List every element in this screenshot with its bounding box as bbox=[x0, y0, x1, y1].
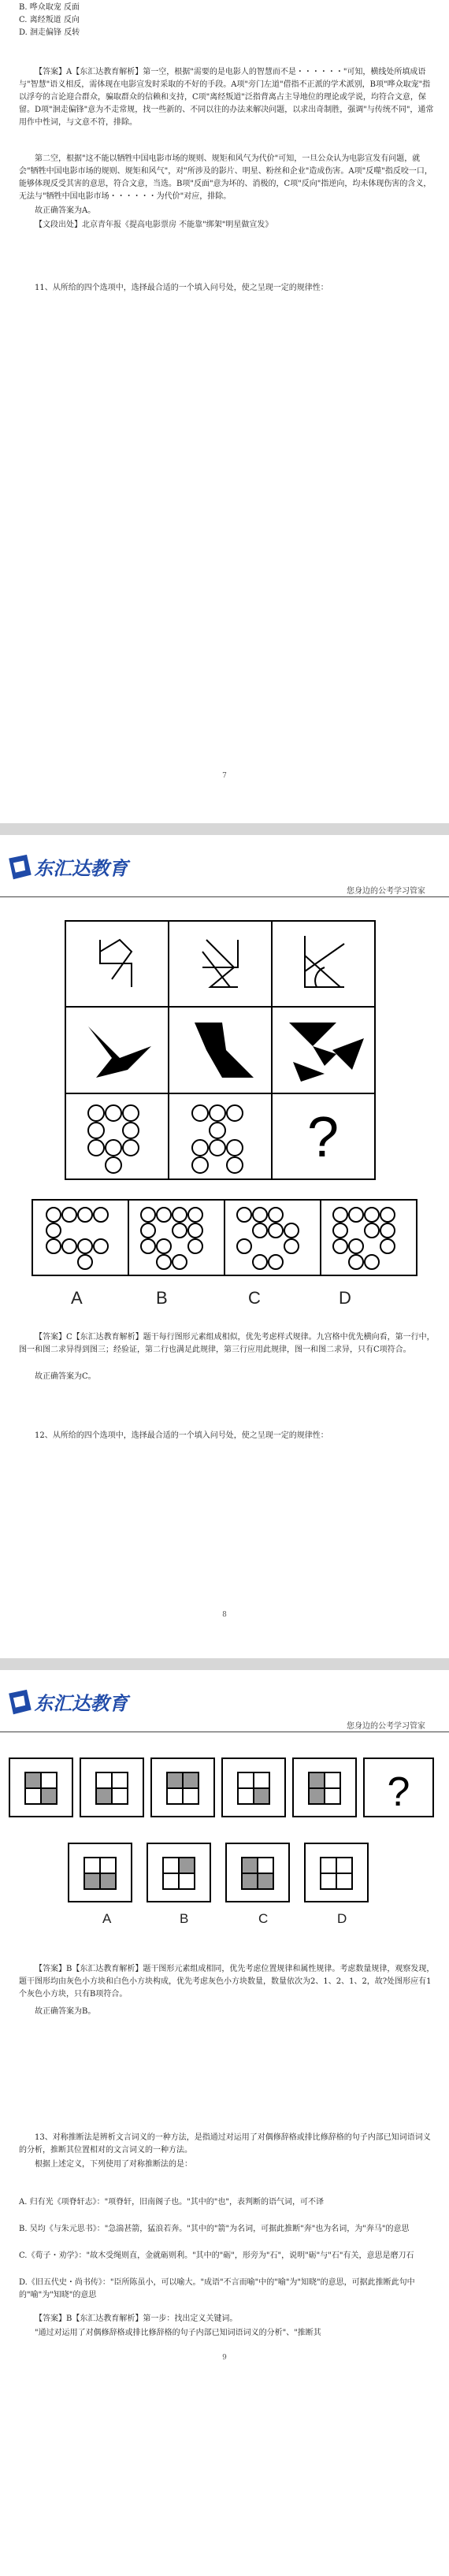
page-number: 9 bbox=[222, 2354, 227, 2362]
option-label-b: B bbox=[180, 1911, 189, 1926]
explanation-para: 【答案】C【东汇达教育解析】题干每行图形元素组成相似，优先考虑样式规律。九宫格中优先横向看，第一行中，图一和图二求异得到图三；经验证，第二行也满足此规律，第三行应用此规律，图一和图二求异，只有C项符合。 bbox=[19, 1333, 435, 1354]
logo-text: 东汇达教育 bbox=[34, 857, 128, 880]
header-divider bbox=[0, 896, 449, 897]
question-11: 11、从所给的四个选项中，选择最合适的一个填入问号处，使之呈现一定的规律性： bbox=[35, 284, 328, 292]
header-slogan: 您身边的公考学习管家 bbox=[347, 1722, 425, 1731]
option-d: D. 洄走偏锋 反转 bbox=[19, 28, 80, 37]
brand-logo bbox=[0, 852, 173, 882]
option-label-c: C bbox=[248, 1288, 261, 1308]
logo-text: 东汇达教育 bbox=[34, 1692, 128, 1715]
puzzle-grid-9 bbox=[65, 920, 376, 1180]
answer-options-9 bbox=[32, 1199, 417, 1276]
source-line: 【文段出处】北京青年报《提高电影票房 不能靠"绑架"明星做宣发》 bbox=[35, 221, 273, 229]
document-page-9 bbox=[0, 1670, 449, 2576]
option-label-c: C bbox=[258, 1911, 269, 1926]
question-13: 13、对称推断法是辨析文言词义的一种方法，是指通过对运用了对偶修辞格或排比修辞格的句子内部已知词语词义的分析，推断其位置相对的文言词义的一种方法。 bbox=[19, 2133, 431, 2155]
option-label-b: B bbox=[156, 1288, 168, 1308]
sequence-figure-2 bbox=[96, 1772, 128, 1804]
option-b-figure bbox=[163, 1858, 195, 1889]
answer-line: 故正确答案为B。 bbox=[35, 2007, 96, 2016]
explanation-para-13: 【答案】B【东汇达教育解析】第一步：找出定义关键词。 bbox=[35, 2314, 238, 2323]
option-d-figure bbox=[321, 1858, 352, 1889]
question-13-ask: 根据上述定义，下列使用了对称推断法的是： bbox=[35, 2160, 192, 2169]
page-number: 8 bbox=[222, 1611, 227, 1619]
explanation-para: 【答案】B【东汇达教育解析】题干图形元素组成相同，优先考虑位置规律和属性规律。考虑数量规律，观察发现，题干图形均由灰色小方块和白色小方块构成，优先考虑灰色小方块数量，数量依次为2、1、2、1、2，故?处图形应有1个灰色小方块，只有B项符合。 bbox=[19, 1965, 435, 1999]
explanation-para-2: 第二空，根据"这不能以牺牲中国电影市场的规则、规矩和风气为代价"可知，一旦公众认为电影宣发有问题，就会"牺牲中国电影市场的规则、规矩和风气"，对"所涉及的影片、明星、粉丝和企业"造成伤害。A项"反噬"指反咬一口，能够体现反受其害的意思，符合文意，当选。B项"反面"意为坏的、消极的，C项"反向"指逆向，均未体现伤害的含义，无法与"牺牲中国电影市场・・・・・・为代价"对应，排除。 bbox=[19, 154, 432, 201]
option-label-a: A bbox=[102, 1911, 112, 1926]
answer-options-12 bbox=[67, 1842, 374, 1905]
document-page-7 bbox=[0, 0, 449, 823]
sequence-figure-3 bbox=[167, 1772, 199, 1804]
answer-line: 故正确答案为A。 bbox=[35, 206, 96, 215]
answer-line: 故正确答案为C。 bbox=[35, 1372, 96, 1381]
question-12: 12、从所给的四个选项中，选择最合适的一个填入问号处，使之呈现一定的规律性： bbox=[35, 1431, 328, 1440]
question-mark: ? bbox=[387, 1769, 410, 1815]
sequence-figure-1 bbox=[25, 1772, 57, 1804]
brand-logo bbox=[0, 1687, 173, 1717]
sequence-figure-4 bbox=[238, 1772, 269, 1804]
option-a-figure bbox=[84, 1858, 116, 1889]
sequence-row-12 bbox=[8, 1757, 437, 1820]
header-slogan: 您身边的公考学习管家 bbox=[347, 887, 425, 896]
explanation-para-13b: "通过对运用了对偶修辞格或排比修辞格的句子内部已知词语词义的分析"、"推断其 bbox=[35, 2329, 321, 2337]
document-page-8 bbox=[0, 835, 449, 1658]
option-b: B. 哗众取宠 反面 bbox=[19, 3, 80, 12]
option-label-a: A bbox=[71, 1288, 83, 1308]
option-c-figure bbox=[242, 1858, 273, 1889]
explanation-para-1: 【答案】A【东汇达教育解析】第一空，根据"需要的是电影人的智慧而不是・・・・・・"可知，横线处所填成语与"智慧"语义相反，需体现在电影宣发时采取的不好的手段。A项"旁门左道"借指不正派的学术派别，B项"哗众取宠"指以浮夸的言论迎合群众，骗取群众的信赖和支持，C项"离经叛道"泛指背离占主导地位的理论或学说，均符合文意，保留。D项"洄走偏锋"意为不走常规，找一些新的、不同以往的办法来解决问题，以求出奇制胜，强调"与传统不同"，通常用作中性词，与文意不符，排除。 bbox=[19, 68, 434, 127]
option-b: B. 吴均《与朱元思书》："急湍甚箭，猛浪若奔。"其中的"箭"为名词，可据此推断"奔"也为名词，为"奔马"的意思 bbox=[19, 2225, 410, 2233]
sequence-figure-5 bbox=[309, 1772, 340, 1804]
option-label-d: D bbox=[339, 1288, 351, 1308]
page-number: 7 bbox=[222, 772, 227, 780]
option-c: C.《荀子・劝学》："故木受绳则直，金就砺则利。"其中的"砺"，形旁为"石"，说明"砺"与"石"有关，意思是磨刀石 bbox=[19, 2251, 414, 2260]
option-c: C. 离经叛道 反向 bbox=[19, 16, 80, 24]
option-a: A. 归有光《项脊轩志》："项脊轩，旧南阁子也。"其中的"也"，表判断的语气词，可不译 bbox=[19, 2198, 324, 2207]
option-d: D.《旧五代史・尚书传》："臣所陈虽小，可以喻大。"成语"不言而喻"中的"喻"为"知晓"的意思，可据此推断此句中的"喻"为"知晓"的意思 bbox=[19, 2278, 415, 2299]
option-label-d: D bbox=[337, 1911, 347, 1926]
question-mark: ? bbox=[306, 1106, 340, 1169]
